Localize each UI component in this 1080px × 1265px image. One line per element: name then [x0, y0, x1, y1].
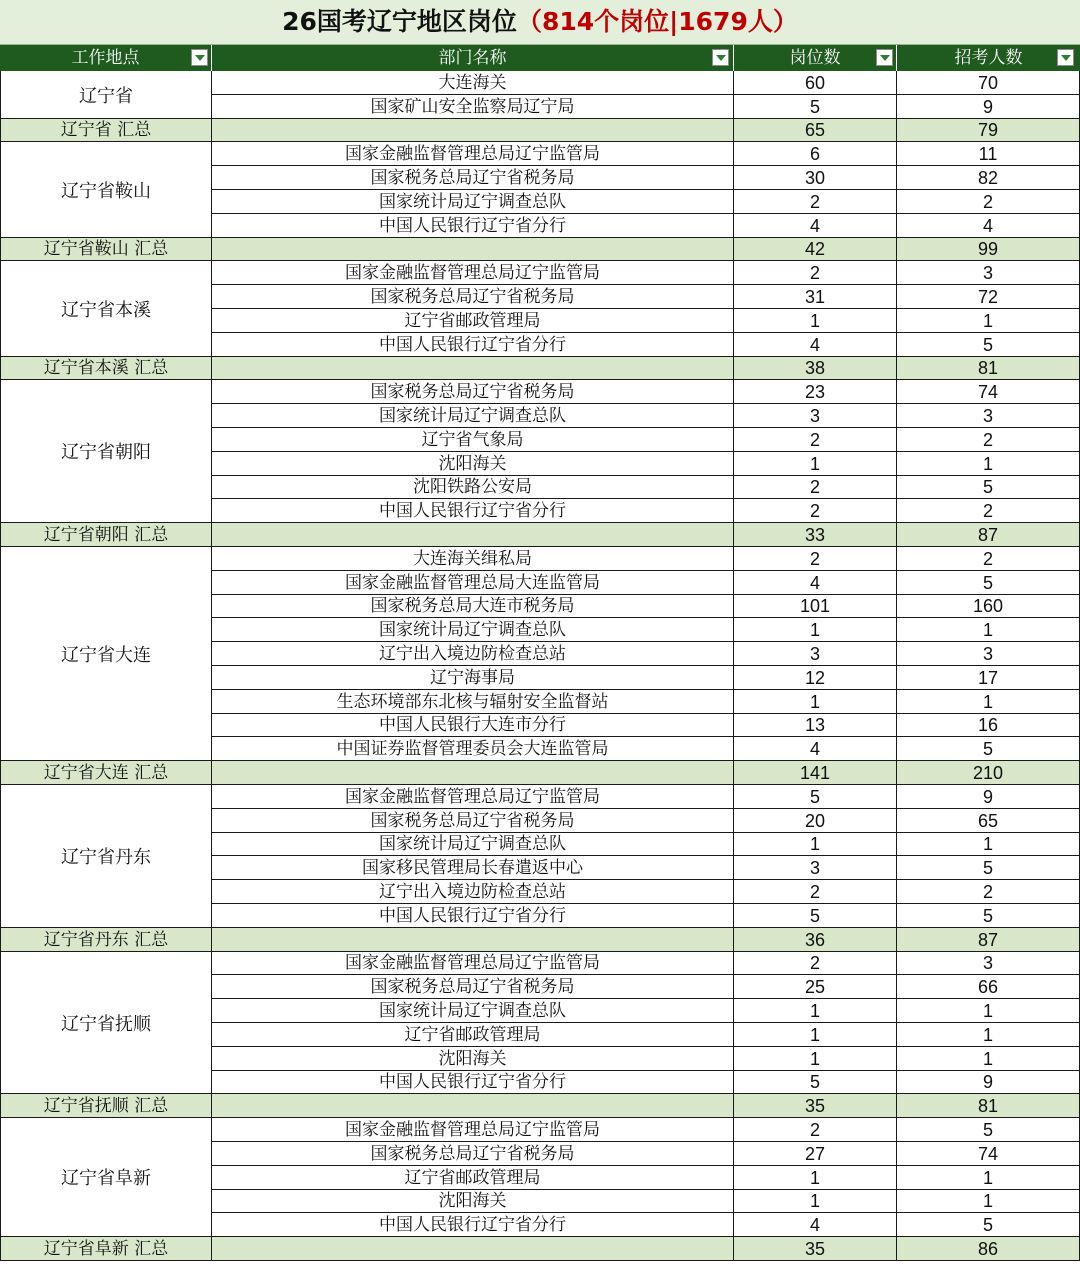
- posts-cell[interactable]: 1: [734, 618, 897, 642]
- summary-label-cell[interactable]: 辽宁省丹东 汇总: [0, 928, 212, 952]
- posts-cell[interactable]: 2: [734, 1118, 897, 1142]
- summary-dept-cell[interactable]: [212, 1237, 734, 1261]
- header-posts-label: 岗位数: [789, 48, 841, 68]
- hires-cell[interactable]: 16: [897, 714, 1080, 737]
- hires-cell[interactable]: 9: [897, 1071, 1080, 1094]
- hires-cell[interactable]: 72: [897, 285, 1080, 309]
- hires-cell[interactable]: 9: [897, 785, 1080, 809]
- summary-label-cell[interactable]: 辽宁省 汇总: [0, 119, 212, 142]
- department-cell[interactable]: 国家税务总局辽宁省税务局: [212, 975, 734, 999]
- summary-label-cell[interactable]: 辽宁省朝阳 汇总: [0, 523, 212, 547]
- hires-cell[interactable]: 1: [897, 618, 1080, 642]
- summary-hires-cell[interactable]: 87: [897, 523, 1080, 547]
- posts-cell[interactable]: 30: [734, 166, 897, 190]
- hires-cell[interactable]: 160: [897, 595, 1080, 618]
- posts-cell[interactable]: 25: [734, 975, 897, 999]
- posts-cell[interactable]: 2: [734, 880, 897, 904]
- department-cell[interactable]: 沈阳海关: [212, 452, 734, 476]
- location-cell[interactable]: 辽宁省本溪: [0, 261, 212, 357]
- summary-posts-cell[interactable]: 42: [734, 238, 897, 261]
- summary-dept-cell[interactable]: [212, 119, 734, 142]
- department-cell[interactable]: 沈阳海关: [212, 1047, 734, 1071]
- hires-cell[interactable]: 9: [897, 95, 1080, 119]
- hires-cell[interactable]: 2: [897, 428, 1080, 452]
- posts-cell[interactable]: 1: [734, 1023, 897, 1047]
- hires-cell[interactable]: 5: [897, 1213, 1080, 1237]
- posts-cell[interactable]: 1: [734, 309, 897, 333]
- summary-label-cell[interactable]: 辽宁省鞍山 汇总: [0, 238, 212, 261]
- title-prefix: 26国考辽宁地区岗位: [282, 7, 517, 36]
- posts-cell[interactable]: 1: [734, 1166, 897, 1190]
- posts-cell[interactable]: 1: [734, 833, 897, 856]
- posts-cell[interactable]: 27: [734, 1142, 897, 1166]
- department-cell[interactable]: 国家统计局辽宁调查总队: [212, 999, 734, 1023]
- posts-cell[interactable]: 1: [734, 1190, 897, 1213]
- posts-cell[interactable]: 6: [734, 142, 897, 166]
- hires-cell[interactable]: 5: [897, 333, 1080, 357]
- department-cell[interactable]: 沈阳海关: [212, 1190, 734, 1213]
- filter-dropdown-icon[interactable]: [876, 49, 893, 66]
- hires-cell[interactable]: 2: [897, 880, 1080, 904]
- department-cell[interactable]: 国家统计局辽宁调查总队: [212, 404, 734, 428]
- hires-cell[interactable]: 1: [897, 1190, 1080, 1213]
- sheet-title: [0, 0, 1080, 45]
- hires-cell[interactable]: 5: [897, 856, 1080, 880]
- posts-cell[interactable]: 2: [734, 428, 897, 452]
- hires-cell[interactable]: 5: [897, 737, 1080, 761]
- department-cell[interactable]: 大连海关缉私局: [212, 547, 734, 571]
- location-cell[interactable]: 辽宁省: [0, 71, 212, 119]
- department-cell[interactable]: 中国人民银行辽宁省分行: [212, 333, 734, 357]
- hires-cell[interactable]: 5: [897, 1118, 1080, 1142]
- posts-cell[interactable]: 5: [734, 95, 897, 119]
- header-location: [0, 45, 212, 71]
- hires-cell[interactable]: 66: [897, 975, 1080, 999]
- department-cell[interactable]: 大连海关: [212, 71, 734, 95]
- summary-posts-cell[interactable]: 33: [734, 523, 897, 547]
- summary-dept-cell[interactable]: [212, 357, 734, 380]
- posts-cell[interactable]: 1: [734, 999, 897, 1023]
- header-hires-label: 招考人数: [954, 48, 1023, 68]
- posts-cell[interactable]: 2: [734, 547, 897, 571]
- summary-label-cell[interactable]: 辽宁省阜新 汇总: [0, 1237, 212, 1261]
- header-hires: [897, 45, 1080, 71]
- summary-hires-cell[interactable]: 87: [897, 928, 1080, 952]
- hires-cell[interactable]: 1: [897, 833, 1080, 856]
- department-cell[interactable]: 中国人民银行辽宁省分行: [212, 1071, 734, 1094]
- posts-cell[interactable]: 5: [734, 1071, 897, 1094]
- hires-cell[interactable]: 3: [897, 642, 1080, 666]
- hires-cell[interactable]: 2: [897, 190, 1080, 214]
- location-cell[interactable]: 辽宁省阜新: [0, 1118, 212, 1237]
- summary-posts-cell[interactable]: 35: [734, 1094, 897, 1118]
- hires-cell[interactable]: 1: [897, 1166, 1080, 1190]
- summary-hires-cell[interactable]: 86: [897, 1237, 1080, 1261]
- hires-cell[interactable]: 65: [897, 809, 1080, 833]
- posts-cell[interactable]: 1: [734, 1047, 897, 1071]
- hires-cell[interactable]: 70: [897, 71, 1080, 95]
- hires-cell[interactable]: 1: [897, 999, 1080, 1023]
- hires-cell[interactable]: 17: [897, 666, 1080, 690]
- posts-cell[interactable]: 1: [734, 690, 897, 714]
- department-cell[interactable]: 国家矿山安全监察局辽宁局: [212, 95, 734, 119]
- header-posts: [734, 45, 897, 71]
- summary-hires-cell[interactable]: 79: [897, 119, 1080, 142]
- posts-cell[interactable]: 20: [734, 809, 897, 833]
- location-cell[interactable]: 辽宁省丹东: [0, 785, 212, 928]
- department-cell[interactable]: 生态环境部东北核与辐射安全监督站: [212, 690, 734, 714]
- posts-cell[interactable]: 3: [734, 856, 897, 880]
- department-cell[interactable]: 辽宁省邮政管理局: [212, 1023, 734, 1047]
- hires-cell[interactable]: 3: [897, 952, 1080, 975]
- summary-label-cell[interactable]: 辽宁省大连 汇总: [0, 761, 212, 785]
- department-cell[interactable]: 国家金融监督管理总局辽宁监管局: [212, 952, 734, 975]
- posts-cell[interactable]: 5: [734, 904, 897, 928]
- header-department-label: 部门名称: [438, 48, 507, 68]
- department-cell[interactable]: 国家税务总局辽宁省税务局: [212, 285, 734, 309]
- posts-cell[interactable]: 4: [734, 214, 897, 238]
- filter-dropdown-icon[interactable]: [191, 49, 208, 66]
- department-cell[interactable]: 国家税务总局辽宁省税务局: [212, 380, 734, 404]
- filter-dropdown-icon[interactable]: [1057, 49, 1074, 66]
- department-cell[interactable]: 中国人民银行辽宁省分行: [212, 499, 734, 523]
- posts-cell[interactable]: 4: [734, 333, 897, 357]
- summary-posts-cell[interactable]: 65: [734, 119, 897, 142]
- department-cell[interactable]: 辽宁省邮政管理局: [212, 309, 734, 333]
- department-cell[interactable]: 国家税务总局大连市税务局: [212, 595, 734, 618]
- hires-cell[interactable]: 4: [897, 214, 1080, 238]
- department-cell[interactable]: 国家金融监督管理总局辽宁监管局: [212, 261, 734, 285]
- summary-dept-cell[interactable]: [212, 1094, 734, 1118]
- department-cell[interactable]: 国家金融监督管理总局大连监管局: [212, 571, 734, 595]
- location-cell[interactable]: 辽宁省大连: [0, 547, 212, 761]
- posts-cell[interactable]: 2: [734, 476, 897, 499]
- department-cell[interactable]: 国家金融监督管理总局辽宁监管局: [212, 785, 734, 809]
- posts-cell[interactable]: 5: [734, 785, 897, 809]
- hires-cell[interactable]: 5: [897, 476, 1080, 499]
- hires-cell[interactable]: 1: [897, 309, 1080, 333]
- summary-posts-cell[interactable]: 141: [734, 761, 897, 785]
- hires-cell[interactable]: 74: [897, 380, 1080, 404]
- hires-cell[interactable]: 1: [897, 1047, 1080, 1071]
- summary-posts-cell[interactable]: 38: [734, 357, 897, 380]
- posts-cell[interactable]: 2: [734, 952, 897, 975]
- posts-cell[interactable]: 12: [734, 666, 897, 690]
- hires-cell[interactable]: 2: [897, 547, 1080, 571]
- hires-cell[interactable]: 82: [897, 166, 1080, 190]
- posts-cell[interactable]: 3: [734, 642, 897, 666]
- hires-cell[interactable]: 1: [897, 452, 1080, 476]
- department-cell[interactable]: 国家税务总局辽宁省税务局: [212, 166, 734, 190]
- hires-cell[interactable]: 5: [897, 571, 1080, 595]
- posts-cell[interactable]: 13: [734, 714, 897, 737]
- department-cell[interactable]: 国家金融监督管理总局辽宁监管局: [212, 1118, 734, 1142]
- department-cell[interactable]: 中国人民银行辽宁省分行: [212, 904, 734, 928]
- hires-cell[interactable]: 3: [897, 404, 1080, 428]
- location-cell[interactable]: 辽宁省鞍山: [0, 142, 212, 238]
- posts-cell[interactable]: 2: [734, 190, 897, 214]
- hires-cell[interactable]: 74: [897, 1142, 1080, 1166]
- hires-cell[interactable]: 11: [897, 142, 1080, 166]
- posts-cell[interactable]: 60: [734, 71, 897, 95]
- posts-cell[interactable]: 4: [734, 1213, 897, 1237]
- summary-hires-cell[interactable]: 99: [897, 238, 1080, 261]
- department-cell[interactable]: 国家税务总局辽宁省税务局: [212, 809, 734, 833]
- posts-cell[interactable]: 4: [734, 571, 897, 595]
- department-cell[interactable]: 辽宁出入境边防检查总站: [212, 642, 734, 666]
- summary-dept-cell[interactable]: [212, 928, 734, 952]
- department-cell[interactable]: 辽宁省气象局: [212, 428, 734, 452]
- department-cell[interactable]: 辽宁省邮政管理局: [212, 1166, 734, 1190]
- hires-cell[interactable]: 5: [897, 904, 1080, 928]
- posts-cell[interactable]: 3: [734, 404, 897, 428]
- summary-dept-cell[interactable]: [212, 238, 734, 261]
- hires-cell[interactable]: 1: [897, 690, 1080, 714]
- department-cell[interactable]: 国家移民管理局长春遣返中心: [212, 856, 734, 880]
- header-row: [0, 45, 1080, 71]
- department-cell[interactable]: 中国人民银行辽宁省分行: [212, 1213, 734, 1237]
- posts-cell[interactable]: 4: [734, 737, 897, 761]
- department-cell[interactable]: 中国人民银行辽宁省分行: [212, 214, 734, 238]
- title-highlight: （814个岗位|1679人）: [516, 7, 798, 36]
- summary-dept-cell[interactable]: [212, 761, 734, 785]
- location-cell[interactable]: 辽宁省朝阳: [0, 380, 212, 523]
- summary-hires-cell[interactable]: 210: [897, 761, 1080, 785]
- department-cell[interactable]: 国家统计局辽宁调查总队: [212, 190, 734, 214]
- hires-cell[interactable]: 3: [897, 261, 1080, 285]
- summary-hires-cell[interactable]: 81: [897, 357, 1080, 380]
- summary-posts-cell[interactable]: 35: [734, 1237, 897, 1261]
- posts-cell[interactable]: 2: [734, 261, 897, 285]
- summary-label-cell[interactable]: 辽宁省本溪 汇总: [0, 357, 212, 380]
- summary-label-cell[interactable]: 辽宁省抚顺 汇总: [0, 1094, 212, 1118]
- department-cell[interactable]: 辽宁海事局: [212, 666, 734, 690]
- posts-cell[interactable]: 101: [734, 595, 897, 618]
- posts-cell[interactable]: 1: [734, 452, 897, 476]
- summary-dept-cell[interactable]: [212, 523, 734, 547]
- department-cell[interactable]: 中国人民银行大连市分行: [212, 714, 734, 737]
- department-cell[interactable]: 国家金融监督管理总局辽宁监管局: [212, 142, 734, 166]
- posts-cell[interactable]: 31: [734, 285, 897, 309]
- hires-cell[interactable]: 1: [897, 1023, 1080, 1047]
- header-location-label: 工作地点: [71, 48, 140, 68]
- location-cell[interactable]: 辽宁省抚顺: [0, 952, 212, 1094]
- posts-cell[interactable]: 2: [734, 499, 897, 523]
- posts-cell[interactable]: 23: [734, 380, 897, 404]
- filter-dropdown-icon[interactable]: [712, 49, 729, 66]
- department-cell[interactable]: 国家税务总局辽宁省税务局: [212, 1142, 734, 1166]
- department-cell[interactable]: 中国证券监督管理委员会大连监管局: [212, 737, 734, 761]
- department-cell[interactable]: 辽宁出入境边防检查总站: [212, 880, 734, 904]
- department-cell[interactable]: 国家统计局辽宁调查总队: [212, 833, 734, 856]
- header-department: [212, 45, 734, 71]
- summary-posts-cell[interactable]: 36: [734, 928, 897, 952]
- hires-cell[interactable]: 2: [897, 499, 1080, 523]
- department-cell[interactable]: 沈阳铁路公安局: [212, 476, 734, 499]
- department-cell[interactable]: 国家统计局辽宁调查总队: [212, 618, 734, 642]
- summary-hires-cell[interactable]: 81: [897, 1094, 1080, 1118]
